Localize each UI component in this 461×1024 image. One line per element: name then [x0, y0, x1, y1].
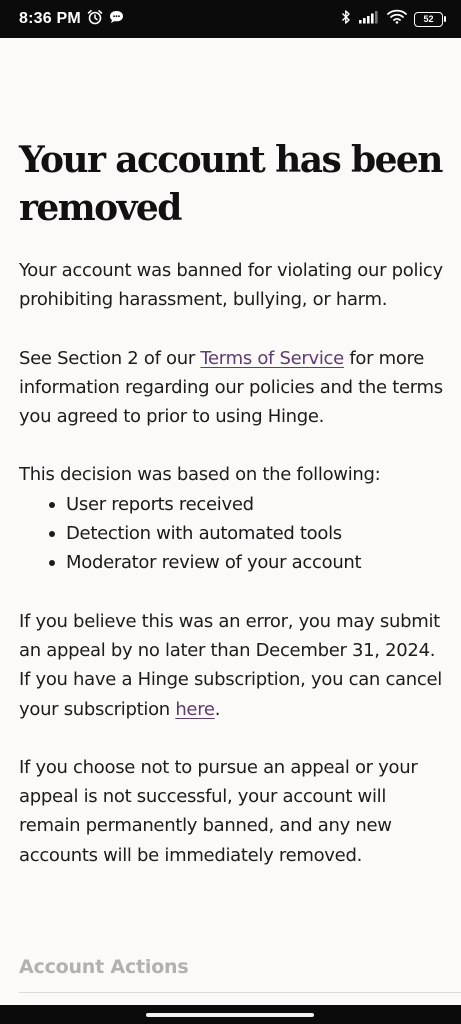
outcome-paragraph: If you choose not to pursue an appeal or your appeal is not successful, your account will remain permanently banned, and any new accounts will be immediately removed.	[19, 756, 418, 866]
terms-of-service-link[interactable]: Terms of Service	[200, 347, 344, 369]
status-bar	[0, 0, 461, 38]
divider	[19, 992, 461, 993]
appeal-text-after: .	[214, 698, 221, 720]
reasons-list	[19, 490, 444, 578]
list-item: Detection with automated tools	[47, 519, 444, 548]
status-bar-right	[341, 9, 443, 30]
list-item: User reports received	[47, 490, 444, 519]
terms-paragraph	[19, 344, 444, 432]
cancel-subscription-link[interactable]: here	[175, 698, 215, 720]
battery-icon	[414, 12, 443, 27]
removal-notice	[19, 136, 444, 899]
ban-reason-text: Your account was banned for violating our policy prohibiting harassment, bullying, or harm.	[19, 260, 443, 311]
alarm-icon	[87, 9, 103, 30]
decision-section	[19, 460, 444, 577]
home-gesture-handle[interactable]	[146, 1013, 314, 1017]
chat-bubble-icon	[109, 10, 124, 29]
list-item: Moderator review of your account	[47, 548, 444, 577]
appeal-text-before: If you believe this was an error, you may submit an appeal by no later than December 31, 2024. If you have a Hinge subscription, you can cancel your subscription	[19, 610, 442, 720]
page-title: Your account has been removed	[19, 139, 442, 229]
decision-intro: This decision was based on the following:	[19, 464, 381, 486]
battery-level: 52	[423, 14, 434, 24]
terms-text-after: for more information regarding our policies and the terms you agreed to prior to using Hinge.	[19, 347, 443, 428]
account-actions-header: Account Actions	[19, 956, 189, 978]
wifi-icon	[387, 9, 407, 29]
status-time: 8:36 PM	[19, 10, 81, 27]
status-bar-left	[19, 9, 124, 30]
bluetooth-icon	[341, 9, 351, 30]
terms-text-before: See Section 2 of our	[19, 347, 201, 369]
signal-icon	[358, 10, 380, 29]
system-navigation-bar	[0, 1005, 461, 1024]
appeal-paragraph	[19, 607, 444, 724]
